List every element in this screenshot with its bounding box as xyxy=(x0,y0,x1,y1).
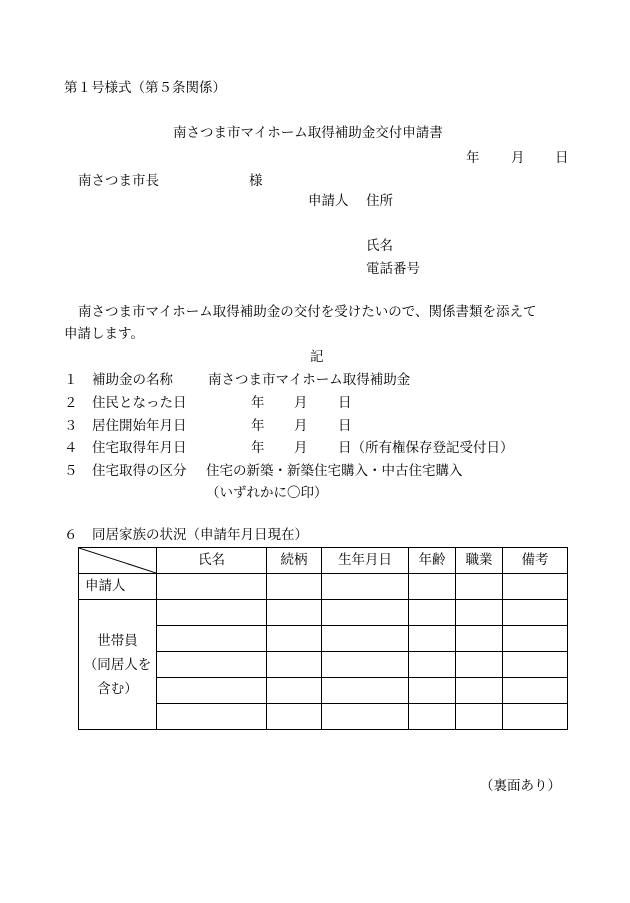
members-label-line: （同居人を xyxy=(83,656,152,673)
table-cell[interactable] xyxy=(409,704,456,730)
name-label: 氏名 xyxy=(366,238,393,254)
list-item xyxy=(64,395,352,411)
table-cell[interactable] xyxy=(503,678,568,704)
item-number: ５ xyxy=(64,463,78,479)
addressee-honorific: 様 xyxy=(249,173,263,189)
item-day: 日 xyxy=(338,395,352,411)
item-year: 年 xyxy=(251,418,265,434)
item-number: ４ xyxy=(64,440,78,456)
table-cell[interactable] xyxy=(503,704,568,730)
table-cell[interactable] xyxy=(267,678,322,704)
phone-label: 電話番号 xyxy=(366,261,420,277)
table-cell[interactable] xyxy=(456,574,503,600)
date-year: 年 xyxy=(466,150,480,166)
family-heading xyxy=(64,527,308,543)
table-cell[interactable] xyxy=(157,652,267,678)
table-cell[interactable] xyxy=(409,600,456,626)
table-cell[interactable] xyxy=(267,704,322,730)
members-label-line: 世帯員 xyxy=(97,632,138,649)
table-cell[interactable] xyxy=(409,652,456,678)
applicant-row-label: 申請人 xyxy=(79,574,157,600)
column-header: 生年月日 xyxy=(322,548,409,574)
table-cell[interactable] xyxy=(157,678,267,704)
column-header: 年齢 xyxy=(409,548,456,574)
table-header-row xyxy=(79,548,568,574)
item-note: （いずれかに〇印） xyxy=(206,485,328,501)
applicant-role: 申請人 xyxy=(308,193,349,209)
column-header: 職業 xyxy=(456,548,503,574)
item-number: ３ xyxy=(64,418,78,434)
table-cell[interactable] xyxy=(322,600,409,626)
table-cell[interactable] xyxy=(456,600,503,626)
item-day: 日 xyxy=(338,418,352,434)
members-row-label xyxy=(79,600,157,730)
table-cell[interactable] xyxy=(267,652,322,678)
list-item xyxy=(64,463,463,479)
item-label: 補助金の名称 xyxy=(92,372,173,388)
table-cell[interactable] xyxy=(157,574,267,600)
list-item xyxy=(64,418,352,434)
item-value: 住宅の新築・新築住宅購入・中古住宅購入 xyxy=(206,463,463,479)
item-number: １ xyxy=(64,372,78,388)
form-number: 第１号様式（第５条関係） xyxy=(64,80,226,96)
table-row xyxy=(79,574,568,600)
item-month: 月 xyxy=(294,395,308,411)
table-cell[interactable] xyxy=(157,626,267,652)
table-cell[interactable] xyxy=(322,678,409,704)
table-cell[interactable] xyxy=(503,574,568,600)
footer-note: （裏面あり） xyxy=(480,778,561,794)
column-header: 氏名 xyxy=(157,548,267,574)
address-label: 住所 xyxy=(366,193,393,209)
ki-heading: 記 xyxy=(310,349,324,365)
item-year: 年 xyxy=(251,395,265,411)
body-text-line-2: 申請します。 xyxy=(64,326,144,342)
table-cell[interactable] xyxy=(322,574,409,600)
table-cell[interactable] xyxy=(503,626,568,652)
table-cell[interactable] xyxy=(456,678,503,704)
item-label: 居住開始年月日 xyxy=(92,418,187,434)
table-cell[interactable] xyxy=(409,626,456,652)
page-title: 南さつま市マイホーム取得補助金交付申請書 xyxy=(173,125,443,141)
family-heading-number: ６ xyxy=(64,527,78,543)
table-cell[interactable] xyxy=(456,704,503,730)
table-cell[interactable] xyxy=(322,704,409,730)
item-year: 年 xyxy=(251,440,265,456)
table-cell[interactable] xyxy=(409,574,456,600)
table-cell[interactable] xyxy=(267,574,322,600)
date-month: 月 xyxy=(511,150,525,166)
table-cell[interactable] xyxy=(456,626,503,652)
item-label: 住民となった日 xyxy=(92,395,187,411)
table-cell[interactable] xyxy=(503,652,568,678)
date-day: 日 xyxy=(555,150,569,166)
table-cell[interactable] xyxy=(157,600,267,626)
table-cell[interactable] xyxy=(503,600,568,626)
column-header: 備考 xyxy=(503,548,568,574)
table-cell[interactable] xyxy=(322,626,409,652)
item-label: 住宅取得年月日 xyxy=(92,440,187,456)
item-month: 月 xyxy=(294,440,308,456)
table-cell[interactable] xyxy=(409,678,456,704)
item-day: 日（所有権保存登記受付日） xyxy=(338,440,514,456)
family-table xyxy=(78,547,568,730)
item-label: 住宅取得の区分 xyxy=(92,463,187,479)
table-cell[interactable] xyxy=(267,626,322,652)
table-row xyxy=(79,600,568,626)
list-item xyxy=(64,440,514,456)
item-month: 月 xyxy=(294,418,308,434)
body-text-line-1: 南さつま市マイホーム取得補助金の交付を受けたいので、関係書類を添えて xyxy=(78,304,537,320)
list-item xyxy=(64,372,411,388)
addressee-name: 南さつま市長 xyxy=(78,173,159,189)
table-cell[interactable] xyxy=(267,600,322,626)
item-value: 南さつま市マイホーム取得補助金 xyxy=(208,372,411,388)
members-label-line: 含む） xyxy=(97,680,138,697)
table-cell[interactable] xyxy=(157,704,267,730)
table-cell[interactable] xyxy=(456,652,503,678)
diagonal-corner-cell xyxy=(79,548,157,574)
date-line xyxy=(466,150,569,166)
item-number: ２ xyxy=(64,395,78,411)
table-cell[interactable] xyxy=(322,652,409,678)
column-header: 続柄 xyxy=(267,548,322,574)
family-heading-text: 同居家族の状況（申請年月日現在） xyxy=(92,527,308,543)
